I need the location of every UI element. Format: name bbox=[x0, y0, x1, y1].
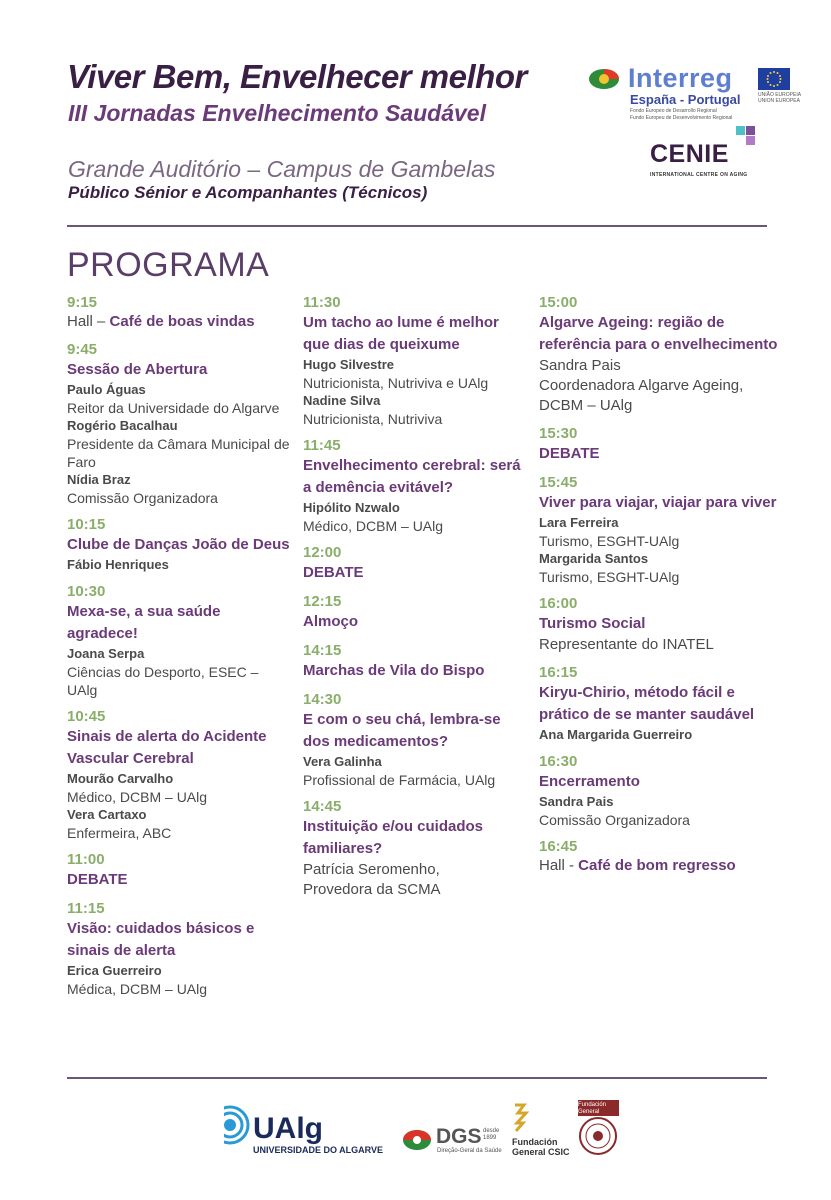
program-inline bbox=[67, 312, 292, 332]
speaker-role: Reitor da Universidade do Algarve bbox=[67, 400, 280, 416]
speaker-role: Enfermeira, ABC bbox=[67, 825, 172, 841]
program-item bbox=[539, 594, 779, 655]
program-item bbox=[539, 293, 779, 416]
speaker-role: Presidente da Câmara Municipal de Faro bbox=[67, 436, 290, 470]
program-time: 11:30 bbox=[303, 294, 341, 311]
program-detail: Patrícia Seromenho, bbox=[303, 861, 440, 878]
speaker-name: Ana Margarida Guerreiro bbox=[539, 727, 693, 742]
speaker-role: Nutricionista, Nutriviva e UAlg bbox=[303, 375, 489, 391]
program-title: Marchas de Vila do Bispo bbox=[303, 662, 485, 679]
program-time: 9:45 bbox=[67, 341, 98, 358]
program-item bbox=[67, 515, 292, 574]
speaker-name: Rogério Bacalhau bbox=[67, 418, 178, 433]
program-time: 10:30 bbox=[67, 583, 106, 600]
programa-heading: PROGRAMA bbox=[67, 246, 270, 284]
speaker-name: Erica Guerreiro bbox=[67, 963, 162, 978]
speaker-role: Médica, DCBM – UAlg bbox=[67, 981, 208, 997]
program-title: Sessão de Abertura bbox=[67, 361, 208, 378]
footer-divider bbox=[67, 1077, 767, 1079]
page-subtitle: III Jornadas Envelhecimento Saudável bbox=[68, 100, 486, 126]
speaker-name: Vera Cartaxo bbox=[67, 807, 147, 822]
speaker-role: Turismo, ESGHT-UAlg bbox=[539, 569, 680, 585]
program-title: Mexa-se, a sua saúde agradece! bbox=[67, 603, 221, 642]
dgs-subtitle: Direção-Geral da Saúde bbox=[437, 1148, 502, 1154]
speaker-role: Comissão Organizadora bbox=[539, 812, 690, 828]
eu-text: UNIÃO EUROPEIA bbox=[758, 92, 802, 98]
speaker-role: Nutricionista, Nutriviva bbox=[303, 411, 443, 427]
program-time: 15:00 bbox=[539, 294, 578, 311]
program-column-3 bbox=[539, 293, 779, 884]
program-item bbox=[539, 473, 779, 586]
program-column-1 bbox=[67, 293, 292, 1006]
program-item bbox=[539, 663, 779, 744]
program-title: Algarve Ageing: região de referência para o envelhecimento bbox=[539, 314, 778, 353]
fundacion-wordmark: General CSIC bbox=[512, 1147, 570, 1157]
dgs-logo-icon bbox=[402, 1128, 432, 1152]
program-time: 10:45 bbox=[67, 708, 106, 725]
seal-text: General bbox=[578, 1109, 600, 1115]
program-title: Turismo Social bbox=[539, 615, 646, 632]
program-item bbox=[67, 582, 292, 699]
program-item bbox=[303, 690, 528, 789]
speaker-role: Profissional de Farmácia, UAlg bbox=[303, 772, 496, 788]
speaker-name: Sandra Pais bbox=[539, 794, 614, 809]
region-logo-icon bbox=[588, 68, 620, 90]
audience: Público Sénior e Acompanhantes (Técnicos) bbox=[68, 183, 428, 202]
speaker-name: Hugo Silvestre bbox=[303, 357, 395, 372]
cenie-mark-icon bbox=[736, 126, 756, 146]
program-time: 11:00 bbox=[67, 851, 105, 868]
venue: Grande Auditório – Campus de Gambelas bbox=[68, 156, 496, 182]
program-item bbox=[303, 592, 528, 633]
program-time: 16:00 bbox=[539, 595, 578, 612]
program-title: DEBATE bbox=[67, 871, 128, 888]
program-time: 15:30 bbox=[539, 425, 578, 442]
eu-text: UNION EUROPEA bbox=[758, 98, 800, 104]
seal-text: Fundación bbox=[578, 1102, 607, 1108]
program-item bbox=[539, 424, 779, 465]
fundacion-logo-icon bbox=[512, 1103, 532, 1133]
program-item bbox=[539, 752, 779, 829]
program-time: 14:45 bbox=[303, 798, 342, 815]
program-title: DEBATE bbox=[539, 445, 600, 462]
program-column-2 bbox=[303, 293, 528, 908]
program-title: DEBATE bbox=[303, 564, 364, 581]
program-title: Um tacho ao lume é melhor que dias de queixume bbox=[303, 314, 499, 353]
program-detail: Sandra Pais bbox=[539, 357, 621, 374]
program-item bbox=[67, 340, 292, 507]
speaker-name: Paulo Águas bbox=[67, 382, 146, 397]
program-title: Visão: cuidados básicos e sinais de alerta bbox=[67, 920, 255, 959]
interreg-fund-text: Fundo Europeu de Desenvolvimento Regional bbox=[630, 115, 733, 121]
ualg-logo-icon bbox=[210, 1105, 250, 1145]
speaker-role: Médico, DCBM – UAlg bbox=[67, 789, 208, 805]
program-item bbox=[303, 797, 528, 900]
program-item bbox=[67, 850, 292, 891]
program-title: Sinais de alerta do Acidente Vascular Cerebral bbox=[67, 728, 267, 767]
dgs-wordmark: DGS bbox=[436, 1125, 482, 1148]
program-title: Almoço bbox=[303, 613, 359, 630]
program-time: 12:15 bbox=[303, 593, 342, 610]
ualg-subtitle: UNIVERSIDADE DO ALGARVE bbox=[253, 1145, 384, 1155]
program-time: 16:30 bbox=[539, 753, 578, 770]
program-time: 10:15 bbox=[67, 516, 106, 533]
program-title: Viver para viajar, viajar para viver bbox=[539, 494, 777, 511]
speaker-name: Hipólito Nzwalo bbox=[303, 500, 400, 515]
program-detail: Representante do INATEL bbox=[539, 636, 714, 653]
program-title: Café de bom regresso bbox=[578, 857, 736, 874]
program-item bbox=[303, 543, 528, 584]
program-title: Clube de Danças João de Deus bbox=[67, 536, 290, 553]
program-inline bbox=[539, 856, 779, 876]
program-detail: Coordenadora Algarve Ageing, DCBM – UAlg bbox=[539, 377, 744, 414]
program-time: 11:15 bbox=[67, 900, 105, 917]
interreg-wordmark: Interreg bbox=[628, 63, 733, 93]
program-time: 14:30 bbox=[303, 691, 342, 708]
program-title: Café de boas vindas bbox=[109, 313, 255, 330]
interreg-logo bbox=[628, 64, 752, 122]
speaker-role: Turismo, ESGHT-UAlg bbox=[539, 533, 680, 549]
speaker-role: Médico, DCBM – UAlg bbox=[303, 518, 444, 534]
cenie-subtitle: INTERNATIONAL CENTRE ON AGING bbox=[650, 172, 748, 178]
program-item bbox=[67, 899, 292, 998]
program-time: 9:15 bbox=[67, 294, 98, 311]
program-item bbox=[303, 436, 528, 535]
ualg-wordmark: UAlg bbox=[253, 1112, 323, 1145]
program-location: Hall – bbox=[67, 313, 110, 330]
speaker-name: Joana Serpa bbox=[67, 646, 145, 661]
header-divider bbox=[67, 225, 767, 227]
program-location: Hall - bbox=[539, 857, 579, 874]
speaker-name: Mourão Carvalho bbox=[67, 771, 174, 786]
speaker-name: Margarida Santos bbox=[539, 551, 649, 566]
cenie-wordmark: CENIE bbox=[650, 140, 729, 168]
fundacion-wordmark: Fundación bbox=[512, 1137, 558, 1147]
dgs-since: desde 1899 bbox=[483, 1128, 500, 1141]
program-item bbox=[303, 641, 528, 682]
speaker-role: Ciências do Desporto, ESEC – UAlg bbox=[67, 664, 259, 698]
speaker-name: Vera Galinha bbox=[303, 754, 382, 769]
interreg-fund-text: Fondo Europeo de Desarrollo Regional bbox=[630, 108, 717, 114]
program-item bbox=[67, 293, 292, 332]
program-time: 15:45 bbox=[539, 474, 578, 491]
program-title: Envelhecimento cerebral: será a demência evitável? bbox=[303, 457, 521, 496]
interreg-country: España - Portugal bbox=[630, 92, 741, 107]
program-time: 12:00 bbox=[303, 544, 342, 561]
speaker-name: Nadine Silva bbox=[303, 393, 381, 408]
speaker-name: Nídia Braz bbox=[67, 472, 131, 487]
program-item bbox=[303, 293, 528, 428]
program-title: Kiryu-Chirio, método fácil e prático de se manter saudável bbox=[539, 684, 755, 723]
speaker-name: Lara Ferreira bbox=[539, 515, 619, 530]
speaker-role: Comissão Organizadora bbox=[67, 490, 218, 506]
program-item bbox=[67, 707, 292, 842]
eu-flag-icon bbox=[758, 68, 790, 90]
program-title: Encerramento bbox=[539, 773, 640, 790]
program-time: 11:45 bbox=[303, 437, 341, 454]
program-title: Instituição e/ou cuidados familiares? bbox=[303, 818, 484, 857]
program-item bbox=[539, 837, 779, 876]
program-time: 16:15 bbox=[539, 664, 578, 681]
program-time: 16:45 bbox=[539, 838, 578, 855]
program-time: 14:15 bbox=[303, 642, 342, 659]
speaker-name: Fábio Henriques bbox=[67, 557, 169, 572]
program-title: E com o seu chá, lembra-se dos medicamentos? bbox=[303, 711, 501, 750]
program-detail: Provedora da SCMA bbox=[303, 881, 441, 898]
page-title: Viver Bem, Envelhecer melhor bbox=[67, 58, 527, 95]
